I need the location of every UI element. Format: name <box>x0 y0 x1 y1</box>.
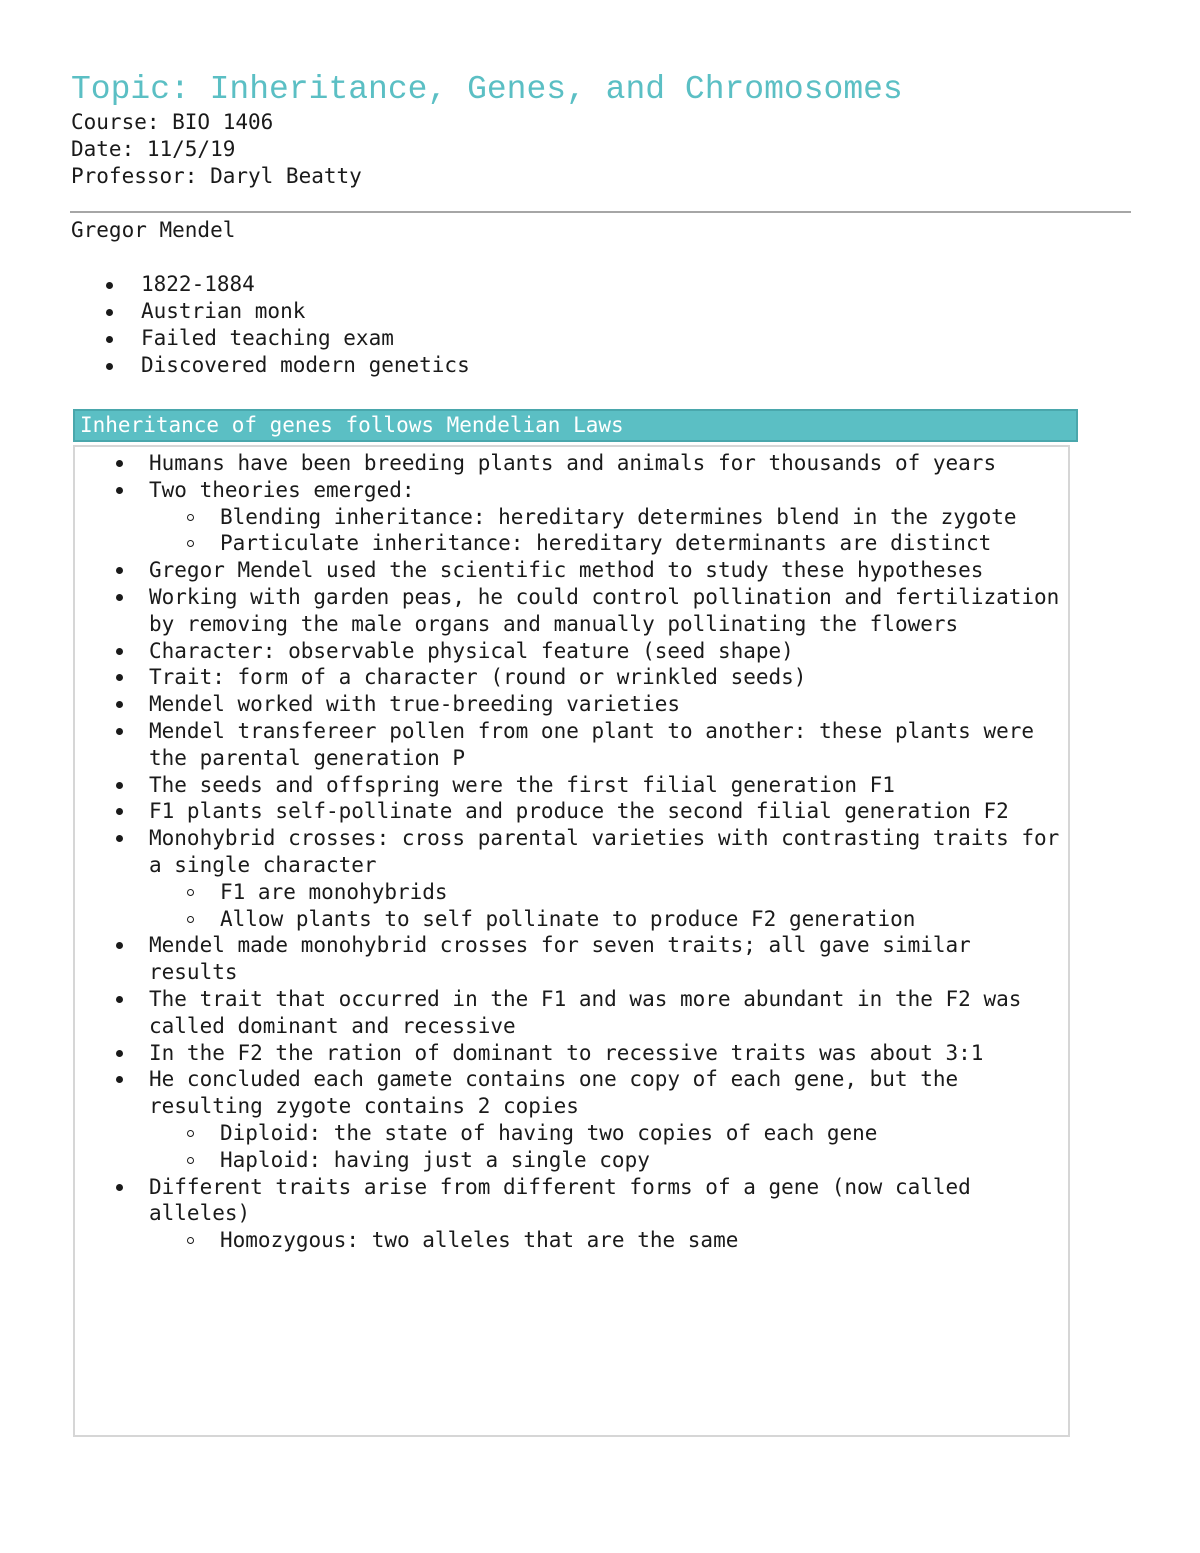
professor-line: Professor: Daryl Beatty <box>71 164 362 188</box>
bullet-icon <box>106 363 113 370</box>
sub-list-item <box>75 1227 1069 1254</box>
list-item-text: F1 are monohybrids <box>220 879 448 904</box>
list-item-text: Humans have been breeding plants and animals for thousands of years <box>149 451 997 475</box>
bullet-icon <box>116 808 123 815</box>
bullet-icon <box>116 782 123 789</box>
list-item <box>75 691 1069 718</box>
bullet-icon <box>116 835 123 842</box>
list-item-text: Working with garden peas, he could control pollination and fertilization by removing the male organs and manually pollinating the flowers <box>149 584 1060 636</box>
bullet-icon <box>116 942 123 949</box>
bullet-icon <box>106 309 113 316</box>
list-item-text: Mendel worked with true-breeding varieties <box>149 692 681 717</box>
list-item: Failed teaching exam <box>71 325 470 352</box>
list-item-text: Diploid: the state of having two copies of each gene <box>220 1120 878 1145</box>
bullet-icon <box>116 674 123 681</box>
sub-list-item <box>75 1120 1069 1147</box>
list-item-text: Haploid: having just a single copy <box>220 1147 650 1172</box>
list-item <box>75 1066 1069 1120</box>
list-item-text: The trait that occurred in the F1 and was more abundant in the F2 was called dominant and recessive <box>149 986 1022 1038</box>
list-item <box>75 638 1069 665</box>
list-item-text: Mendel made monohybrid crosses for seven traits; all gave similar results <box>149 933 971 985</box>
list-item-text: Homozygous: two alleles that are the same <box>220 1228 739 1253</box>
list-item <box>75 664 1069 691</box>
list-item-text: F1 plants self-pollinate and produce the second filial generation F2 <box>149 799 1009 824</box>
list-item-text: Trait: form of a character (round or wrinkled seeds) <box>149 665 807 690</box>
list-item-text: Two theories emerged: <box>149 477 415 502</box>
hollow-bullet-icon <box>187 889 194 896</box>
list-item <box>75 1040 1069 1067</box>
list-item <box>75 798 1069 825</box>
sub-list-item <box>75 504 1069 531</box>
bullet-icon <box>116 996 123 1003</box>
sub-list-item <box>75 879 1069 906</box>
bullet-icon <box>116 648 123 655</box>
hollow-bullet-icon <box>187 1157 194 1164</box>
list-item-text: He concluded each gamete contains one copy of each gene, but the resulting zygote contains 2 copies <box>149 1067 959 1119</box>
notes-box <box>73 445 1070 1437</box>
list-item-text: Monohybrid crosses: cross parental varieties with contrasting traits for a single character <box>149 826 1060 877</box>
list-item-text: The seeds and offspring were the first filial generation F1 <box>149 772 895 797</box>
document-meta <box>71 109 362 190</box>
sub-list-item <box>75 1147 1069 1174</box>
list-item <box>75 557 1069 584</box>
hollow-bullet-icon <box>187 1237 194 1244</box>
hollow-bullet-icon <box>187 916 194 923</box>
list-item <box>75 477 1069 504</box>
list-item <box>75 986 1069 1040</box>
list-item-text: Mendel transfereer pollen from one plant to another: these plants were the parental generation P <box>149 718 1035 770</box>
horizontal-divider <box>70 211 1131 213</box>
course-line: Course: BIO 1406 <box>71 110 274 134</box>
hollow-bullet-icon <box>187 514 194 521</box>
bullet-icon <box>116 460 123 467</box>
bullet-icon <box>116 1076 123 1083</box>
list-item-text: Particulate inheritance: hereditary determinants are distinct <box>220 531 992 556</box>
notes-bullet-list <box>75 450 1070 1254</box>
list-item: Austrian monk <box>71 298 470 325</box>
bullet-icon <box>106 336 113 343</box>
bullet-icon <box>116 594 123 601</box>
bullet-icon <box>116 567 123 574</box>
list-item <box>75 1174 1069 1228</box>
page-title: Topic: Inheritance, Genes, and Chromosomes <box>71 71 903 108</box>
list-item <box>75 450 1069 477</box>
bullet-icon <box>116 1050 123 1057</box>
bullet-icon <box>116 487 123 494</box>
bullet-icon <box>116 701 123 708</box>
hollow-bullet-icon <box>187 540 194 547</box>
list-item: 1822-1884 <box>71 271 470 298</box>
list-item-text: In the F2 the ration of dominant to recessive traits was about 3:1 <box>149 1040 984 1065</box>
list-item-text: Allow plants to self pollinate to produce F2 generation <box>220 906 916 931</box>
list-item-text: Gregor Mendel used the scientific method to study these hypotheses <box>149 558 984 583</box>
list-item <box>75 825 1069 879</box>
list-item-text: Blending inheritance: hereditary determines blend in the zygote <box>220 504 1017 529</box>
intro-bullet-list <box>71 271 470 379</box>
sub-list-item <box>75 906 1069 933</box>
list-item: Discovered modern genetics <box>71 352 470 379</box>
notes-box-heading: Inheritance of genes follows Mendelian Laws <box>73 409 1078 442</box>
sub-list-item <box>75 530 1069 557</box>
date-line: Date: 11/5/19 <box>71 137 236 161</box>
bullet-icon <box>116 728 123 735</box>
list-item <box>75 718 1069 772</box>
list-item <box>75 772 1069 799</box>
bullet-icon <box>106 282 113 289</box>
list-item <box>75 584 1069 638</box>
list-item <box>75 932 1069 986</box>
bullet-icon <box>116 1184 123 1191</box>
hollow-bullet-icon <box>187 1130 194 1137</box>
list-item-text: Character: observable physical feature (seed shape) <box>149 638 794 663</box>
section-heading: Gregor Mendel <box>71 218 236 242</box>
list-item-text: Different traits arise from different forms of a gene (now called alleles) <box>149 1174 971 1226</box>
